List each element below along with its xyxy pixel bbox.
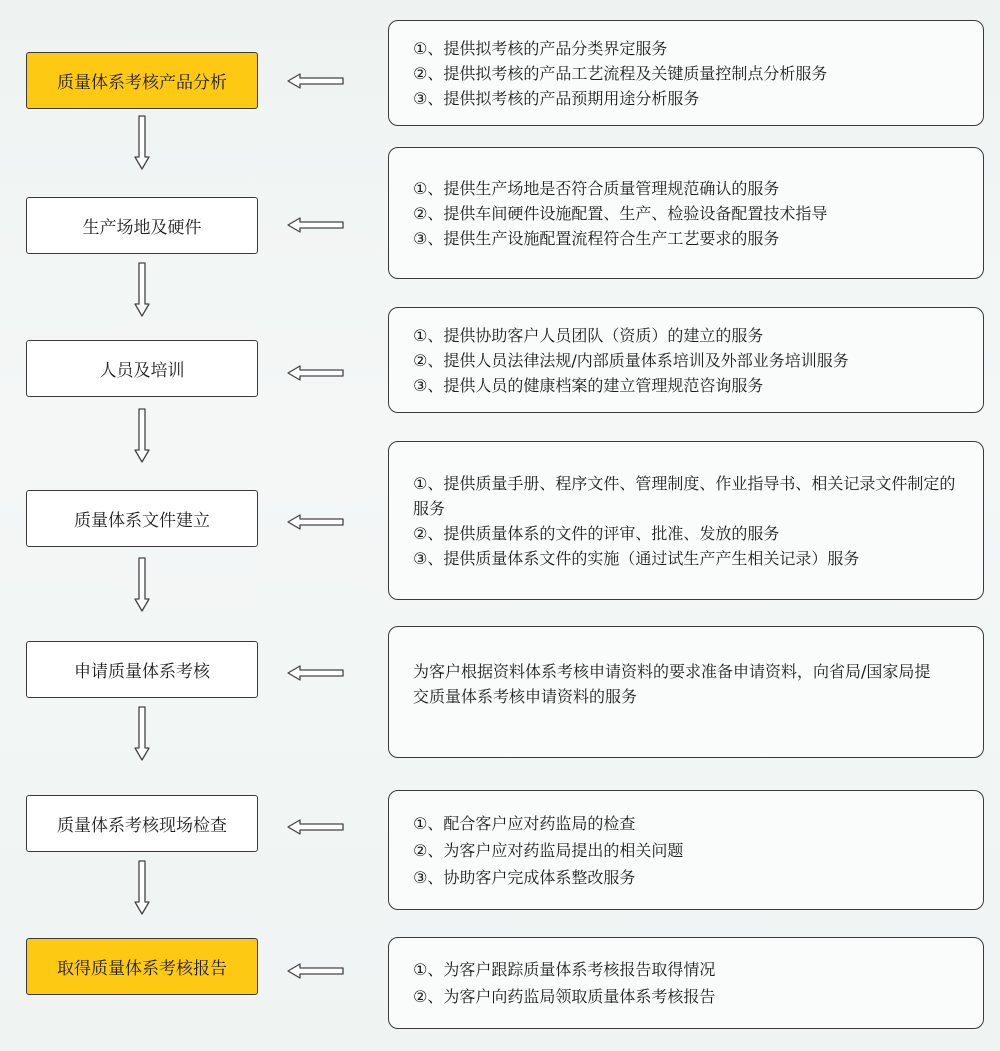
step-label: 生产场地及硬件	[82, 218, 202, 238]
detail-line: ②、提供拟考核的产品工艺流程及关键质量控制点分析服务	[413, 63, 828, 83]
detail-line: ①、为客户跟踪质量体系考核报告取得情况	[413, 960, 716, 979]
step-box-apply-assessment	[26, 641, 258, 698]
step-label: 质量体系考核现场检查	[57, 816, 227, 836]
detail-line: ②、提供车间硬件设施配置、生产、检验设备配置技术指导	[413, 203, 828, 223]
left-arrow-icon	[286, 215, 344, 235]
down-arrow-icon	[132, 557, 152, 613]
detail-line: ③、提供质量体系文件的实施（通过试生产产生相关记录）服务	[413, 548, 860, 568]
detail-box-site-inspection	[388, 790, 984, 910]
detail-line: ②、提供质量体系的文件的评审、批准、发放的服务	[413, 523, 780, 543]
detail-box-document-setup	[388, 441, 984, 600]
detail-line: ③、提供人员的健康档案的建立管理规范咨询服务	[413, 375, 764, 395]
left-arrow-icon	[286, 961, 344, 981]
step-box-personnel-training	[26, 340, 258, 397]
step-box-obtain-report	[26, 938, 258, 995]
step-label: 取得质量体系考核报告	[57, 959, 227, 979]
detail-line: ③、提供生产设施配置流程符合生产工艺要求的服务	[413, 228, 780, 248]
left-arrow-icon	[286, 363, 344, 383]
down-arrow-icon	[132, 262, 152, 318]
detail-line: ①、配合客户应对药监局的检查	[413, 813, 636, 833]
detail-box-site-hardware	[388, 147, 984, 279]
step-box-product-analysis	[26, 52, 258, 109]
left-arrow-icon	[286, 663, 344, 683]
step-box-site-hardware	[26, 197, 258, 254]
detail-line: ②、为客户应对药监局提出的相关问题	[413, 840, 684, 860]
detail-line: ①、提供拟考核的产品分类界定服务	[413, 38, 668, 58]
detail-line: ①、提供质量手册、程序文件、管理制度、作业指导书、相关记录文件制定的服务	[413, 473, 956, 518]
detail-line: ③、提供拟考核的产品预期用途分析服务	[413, 88, 700, 108]
detail-line: ②、提供人员法律法规/内部质量体系培训及外部业务培训服务	[413, 350, 849, 370]
detail-box-product-analysis	[388, 20, 984, 126]
detail-box-obtain-report	[388, 937, 984, 1029]
step-box-document-setup	[26, 490, 258, 547]
detail-line: 为客户根据资料体系考核申请资料的要求准备申请资料，向省局/国家局提交质量体系考核申请资料的服务	[413, 662, 931, 706]
down-arrow-icon	[132, 706, 152, 762]
detail-line: ①、提供协助客户人员团队（资质）的建立的服务	[413, 325, 764, 345]
step-label: 质量体系考核产品分析	[57, 73, 227, 93]
detail-line: ②、为客户向药监局领取质量体系考核报告	[413, 987, 716, 1006]
detail-box-personnel-training	[388, 307, 984, 413]
down-arrow-icon	[132, 860, 152, 916]
left-arrow-icon	[286, 512, 344, 532]
down-arrow-icon	[132, 115, 152, 171]
detail-line: ③、协助客户完成体系整改服务	[413, 867, 636, 887]
step-box-site-inspection	[26, 795, 258, 852]
left-arrow-icon	[286, 71, 344, 91]
down-arrow-icon	[132, 408, 152, 464]
step-label: 质量体系文件建立	[74, 511, 210, 531]
step-label: 人员及培训	[99, 361, 185, 381]
detail-line: ①、提供生产场地是否符合质量管理规范确认的服务	[413, 178, 780, 198]
detail-box-apply-assessment	[388, 626, 984, 758]
step-label: 申请质量体系考核	[74, 662, 210, 682]
left-arrow-icon	[286, 817, 344, 837]
